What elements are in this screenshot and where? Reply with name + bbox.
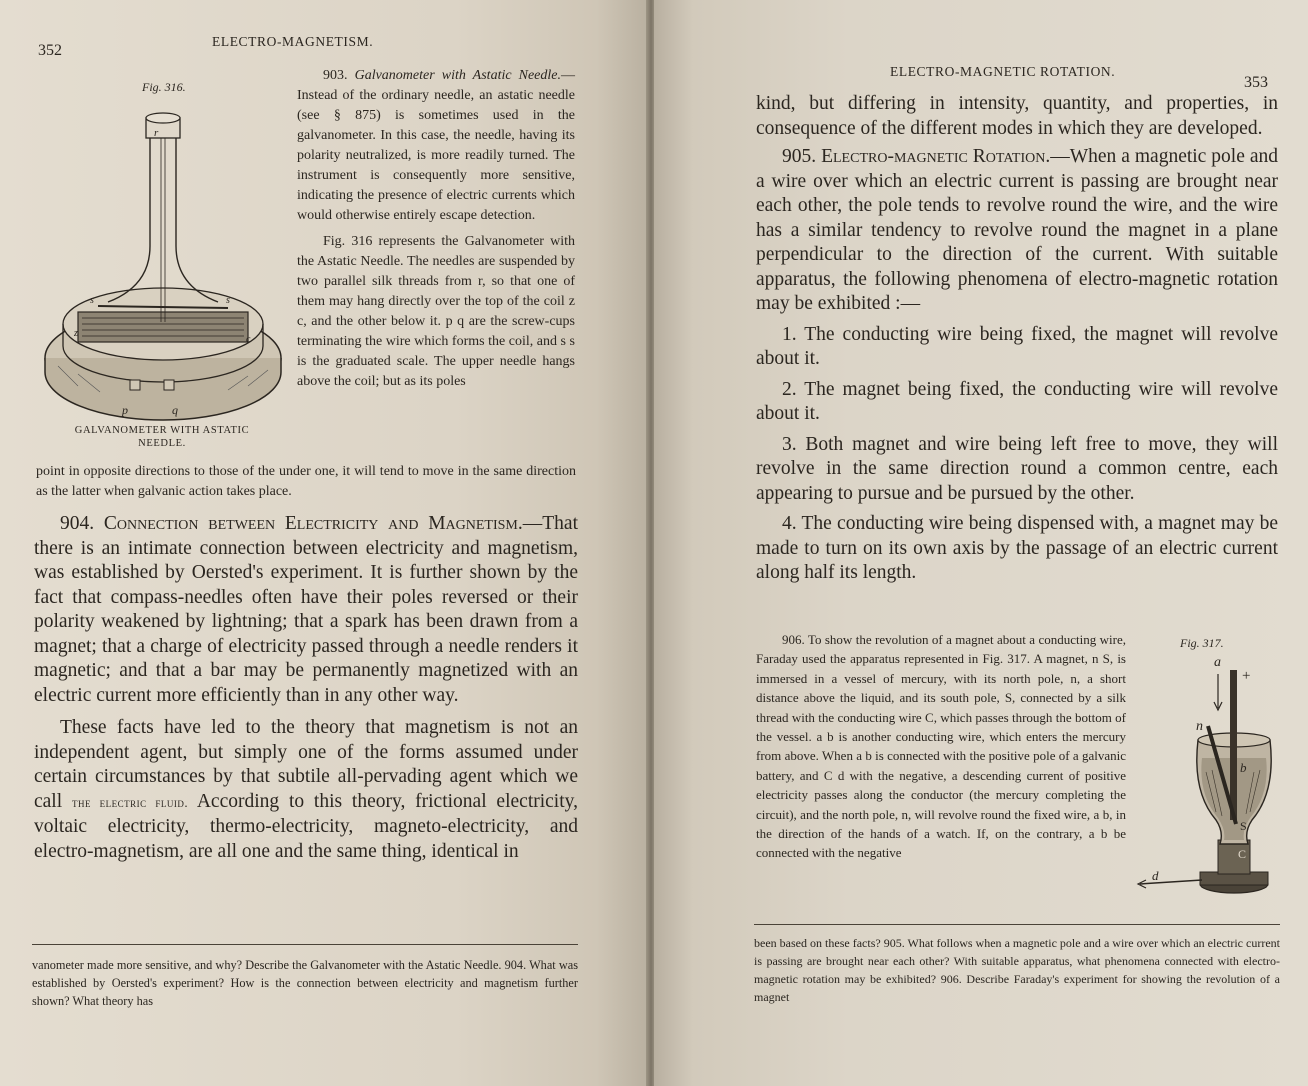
letter-r: r	[154, 127, 159, 139]
letter-a: a	[1214, 655, 1221, 670]
main-text	[756, 92, 1278, 586]
letter-c: c	[246, 334, 251, 345]
running-head: ELECTRO-MAGNETISM.	[212, 34, 374, 49]
section-903-title: Galvanometer with Astatic Needle.	[354, 68, 561, 83]
section-905-text: —When a magnetic pole and a wire over which an electric current is passing are brought near each other, the pole tends to revolve round the wire, and the wire has a similar tendency to revolve round the magnet in a plane perpendicular to the direction of the current. With suitable apparatus, the following phenomena of electro-magnetic rotation may be exhibited :—	[756, 146, 1278, 314]
plus-sign: +	[1242, 668, 1251, 684]
letter-S: S	[1240, 819, 1247, 833]
section-904-text: —That there is an intimate connection between electricity and magnetism, was established by Oersted's experiment. It is further shown by the fact that compass-needles often have their poles reversed or their polarity weakened by lightning; that a spark has been drawn from a magnet; that a charge of electricity passed through a needle renders it magnetic; and that a bar may be permanently magnetized with an electric current more efficiently than in any other way.	[34, 513, 578, 706]
section-905: 905. Electro-magnetic Rotation.—When a magnetic pole and a wire over which an electric current is passing are brought near each other, the pole tends to revolve round the wire, and the wire has a similar tendency to revolve round the magnet in a plane perpendicular to the direction of the current. With suitable apparatus, the following phenomena of electro-magnetic rotation may be exhibited :—	[756, 146, 1278, 314]
review-questions: vanometer made more sensitive, and why? Describe the Galvanometer with the Astatic Needle. 904. What was established by Oersted's experiment? How is the connection between electricity and magnetism further shown? What theory has	[32, 958, 578, 1008]
letter-C: C	[1238, 847, 1247, 861]
letter-s-right: s	[226, 295, 230, 306]
figure-label: Fig. 316.	[142, 80, 186, 94]
section-904: 904. Connection between Electricity and Magnetism.—That there is an intimate connection between electricity and magnetism, was established by Oersted's experiment. It is further shown by the fact that compass-needles often have their poles reversed or their polarity weakened by lightning; that a spark has been drawn from a magnet; that a charge of electricity passed through a needle renders it magnetic; and that a bar may be permanently magnetized with an electric current more efficiently than in any other way. These facts have led to the theory that magnetism is not an independent agent, but simply one of the forms assumed under certain circumstances by that subtile all-pervading agent which we call the electric fluid. According to this theory, frictional electricity, voltaic electricity, thermo-electricity, magneto-electricity, and electro-magnetism, are all one and the same thing, identical in	[34, 512, 578, 864]
letter-n: n	[1196, 719, 1203, 734]
page-number: 353	[1244, 74, 1268, 91]
continuation-paragraph: kind, but differing in intensity, quantity, and properties, in consequence of the different modes in which they are developed.	[756, 93, 1278, 139]
section-903: 903. Galvanometer with Astatic Needle.—Instead of the ordinary needle, an astatic needle (see § 875) is sometimes used in the galvanometer. In this case, the needle, having its polarity neutralized, is more readily turned. The instrument is consequently more sensitive, indicating the presence of electric currents which would otherwise entirely escape detection. Fig. 316 represents the Galvanometer with the Astatic Needle. The needles are suspended by two parallel silk threads from r, so that one of them may hang directly over the top of the coil z c, and the other below it. p q are the screw-cups terminating the wire which forms the coil, and s s is the graduated scale. The upper needle hangs above the coil; but as its poles	[297, 66, 575, 392]
letter-q: q	[172, 403, 178, 417]
right-page	[654, 0, 1308, 1086]
theory-paragraph: These facts have led to the theory that magnetism is not an independent agent, but simply one of the forms assumed under certain circumstances by that subtile all-pervading agent which we call the electric fluid. According to this theory, frictional electricity, voltaic electricity, thermo-electricity, magneto-electricity, and electro-magnetism, are all one and the same thing, identical in	[34, 717, 578, 862]
page-number: 352	[38, 42, 62, 59]
section-906: 906. To show the revolution of a magnet about a conducting wire, Faraday used the apparatus represented in Fig. 317. A magnet, n S, is immersed in a vessel of mercury, with its north pole, n, a short distance above the liquid, and its south pole, S, connected by a silk thread with the conducting wire C, which passes through the bottom of the vessel. a b is another conducting wire, which enters the mercury from above. When a b is connected with the positive pole of a galvanic battery, and C d with the negative, a descending current of positive electricity passes along the conductor (the mercury completing the circuit), and the north pole, n, will revolve round the fixed wire, a b, in the direction of the hands of a watch. If, on the contrary, a b be connected with the negative	[756, 632, 1126, 861]
footnote-rule	[754, 924, 1280, 925]
figure-316-description-continued: point in opposite directions to those of the under one, it will tend to move in the same direction as the latter when galvanic action takes place.	[36, 464, 576, 499]
list-item: 2. The magnet being fixed, the conducting wire will revolve about it.	[756, 378, 1278, 424]
list-item: 1. The conducting wire being fixed, the magnet will revolve about it.	[756, 323, 1278, 369]
letter-z: z	[74, 328, 78, 339]
galvanometer-illustration	[38, 96, 288, 426]
list-item: 4. The conducting wire being dispensed with, a magnet may be made to turn on its own axis by the passage of an electric current along half its length.	[756, 513, 1278, 583]
left-page	[0, 0, 648, 1086]
figure-316-description: Fig. 316 represents the Galvanometer with the Astatic Needle. The needles are suspended by two parallel silk threads from r, so that one of them may hang directly over the top of the coil z c, and the other below it. p q are the screw-cups terminating the wire which forms the coil, and s s is the graduated scale. The upper needle hangs above the coil; but as its poles	[297, 234, 575, 389]
list-item: 3. Both magnet and wire being left free to move, they will revolve in the same direction round a common centre, each appearing to pursue and be pursued by the other.	[756, 433, 1278, 504]
figure-caption: GALVANOMETER WITH ASTATIC NEEDLE.	[74, 425, 250, 449]
section-905-title: Electro-magnetic Rotation.	[821, 146, 1051, 167]
footnote-rule	[32, 944, 578, 945]
electric-fluid-term: the electric fluid.	[71, 794, 189, 810]
section-904-title: Connection between Electricity and Magnetism.	[103, 513, 523, 534]
section-903-text: —Instead of the ordinary needle, an astatic needle (see § 875) is sometimes used in the galvanometer. In this case, the needle, having its polarity neutralized, is more readily turned. The instrument is consequently more sensitive, indicating the presence of electric currents which would otherwise entirely escape detection.	[297, 68, 575, 223]
running-head: ELECTRO-MAGNETIC ROTATION.	[890, 64, 1116, 79]
review-questions: been based on these facts? 905. What follows when a magnetic pole and a wire over which an electric current is passing are brought near each other? With suitable apparatus, what phenomena connected with electro-magnetic rotation may be exhibited? 906. Describe Faraday's experiment for showing the revolution of a magnet	[754, 936, 1280, 1004]
letter-d: d	[1152, 868, 1159, 883]
letter-s-left: s	[90, 295, 94, 306]
letter-p: p	[122, 403, 128, 417]
faraday-apparatus-illustration	[1132, 652, 1292, 908]
figure-label: Fig. 317.	[1180, 636, 1224, 650]
letter-b: b	[1240, 760, 1247, 775]
